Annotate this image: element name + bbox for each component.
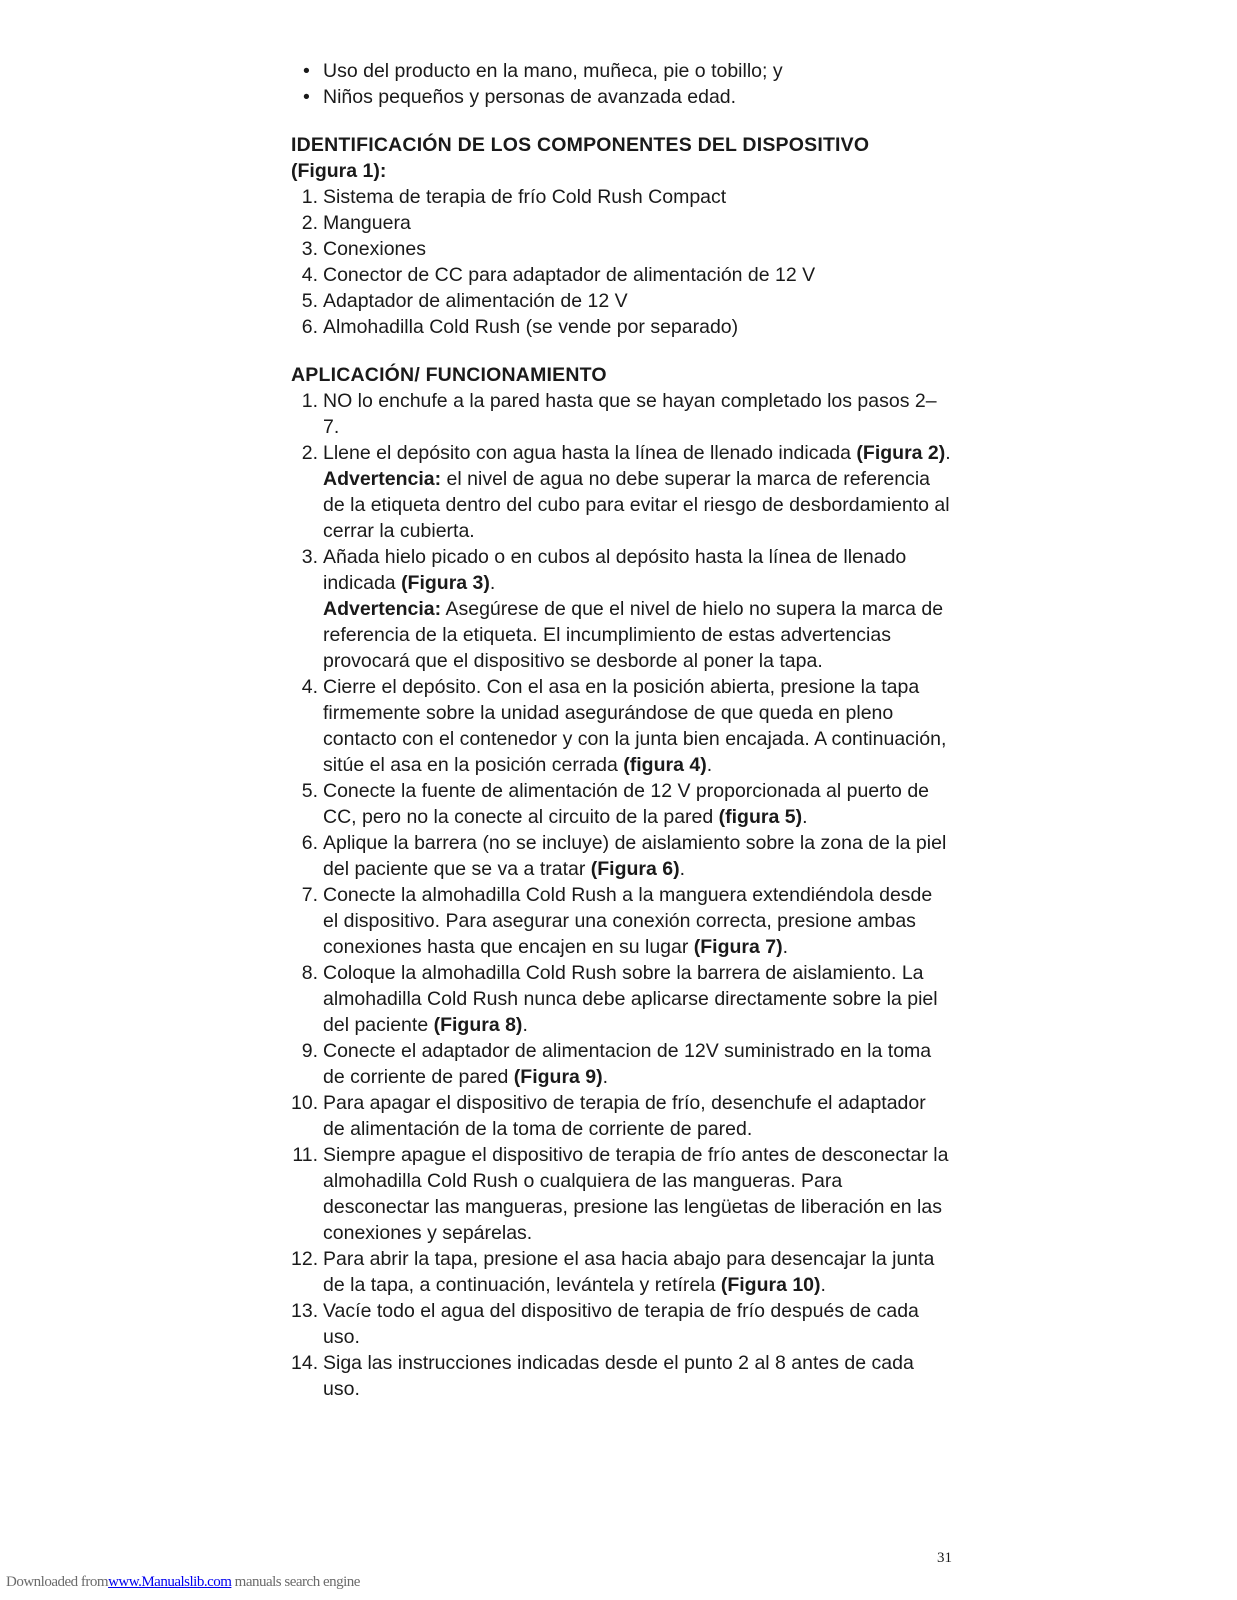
list-item: 6. Almohadilla Cold Rush (se vende por separado): [301, 316, 739, 338]
download-footer: Downloaded fromwww.Manualslib.com manuals search engine: [6, 1574, 360, 1590]
list-item: • Uso del producto en la mano, muñeca, pie o tobillo; y: [303, 60, 783, 82]
page-number: 31: [937, 1550, 952, 1566]
application-section: [291, 362, 951, 1402]
list-item: 8. Coloque la almohadilla Cold Rush sobre la barrera de aislamiento. La almohadilla Cold Rush nunca debe aplicarse directamente sobre la piel del paciente (Figura 8).: [301, 962, 938, 1036]
list-item: 14. Siga las instrucciones indicadas desde el punto 2 al 8 antes de cada uso.: [291, 1352, 914, 1400]
intro-bullet-list: [291, 58, 951, 110]
bullet-icon: •: [303, 60, 310, 82]
figure-reference: (Figura 7): [693, 936, 783, 958]
list-item: 2. Llene el depósito con agua hasta la línea de llenado indicada (Figura 2). Advertencia: el nivel de agua no debe superar la marca de referencia de la etiqueta dentro del cubo para evitar el riesgo de desbordamiento al cerrar la cubierta.: [301, 442, 951, 542]
list-item: 11. Siempre apague el dispositivo de terapia de frío antes de desconectar la almohadilla Cold Rush o cualquiera de las mangueras. Para desconectar las mangueras, presione las lengüetas de liberación en las conexiones y sepárelas.: [292, 1144, 949, 1244]
figure-reference: (Figura 8): [433, 1014, 523, 1036]
warning-label: Advertencia:: [323, 598, 442, 620]
components-subheading: (Figura 1):: [291, 160, 387, 182]
list-item: • Niños pequeños y personas de avanzada edad.: [303, 86, 737, 108]
list-item: 10. Para apagar el dispositivo de terapia de frío, desenchufe el adaptador de alimentación de la toma de corriente de pared.: [291, 1092, 926, 1140]
list-item: 7. Conecte la almohadilla Cold Rush a la manguera extendiéndola desde el dispositivo. Para asegurar una conexión correcta, presione ambas conexiones hasta que encajen en su lugar (Figura 7).: [301, 884, 933, 958]
figure-reference: (figura 5): [718, 806, 803, 828]
list-item: 9. Conecte el adaptador de alimentacion de 12V suministrado en la toma de corriente de pared (Figura 9).: [301, 1040, 932, 1088]
document-body: [291, 58, 951, 1402]
figure-reference: (figura 4): [623, 754, 707, 776]
list-item: 5. Adaptador de alimentación de 12 V: [301, 290, 628, 312]
list-item: 3. Añada hielo picado o en cubos al depósito hasta la línea de llenado indicada (Figura 3). Advertencia: Asegúrese de que el nivel de hielo no supera la marca de referencia de la etiqueta. El incumplimiento de estas advertencias provocará que el dispositivo se desborde al poner la tapa.: [301, 546, 944, 672]
list-item: 2. Manguera: [301, 212, 411, 234]
manualslib-link[interactable]: www.Manualslib.com: [108, 1574, 232, 1590]
list-item: 4. Conector de CC para adaptador de alimentación de 12 V: [301, 264, 816, 286]
warning-label: Advertencia:: [323, 468, 442, 490]
list-item: 1. Sistema de terapia de frío Cold Rush Compact: [301, 186, 727, 208]
components-list: [291, 184, 951, 340]
figure-reference: (Figura 2): [856, 442, 946, 464]
list-item: 1. NO lo enchufe a la pared hasta que se hayan completado los pasos 2–7.: [301, 390, 937, 438]
figure-reference: (Figura 3): [401, 572, 490, 594]
bullet-icon: •: [303, 86, 310, 108]
figure-reference: (Figura 6): [590, 858, 680, 880]
list-item: 4. Cierre el depósito. Con el asa en la posición abierta, presione la tapa firmemente sobre la unidad asegurándose de que queda en pleno contacto con el contenedor y con la junta bien encajada. A continuación, sitúe el asa en la posición cerrada (figura 4).: [301, 676, 947, 776]
application-heading: APLICACIÓN/ FUNCIONAMIENTO: [291, 364, 607, 386]
warning-text: Asegúrese de que el nivel de hielo no supera la marca de referencia de la etiqueta. El incumplimiento de estas advertencias provocará que el dispositivo se desborde al poner la tapa.: [323, 598, 944, 672]
components-heading: IDENTIFICACIÓN DE LOS COMPONENTES DEL DISPOSITIVO: [291, 134, 870, 156]
list-item: 5. Conecte la fuente de alimentación de 12 V proporcionada al puerto de CC, pero no la conecte al circuito de la pared (figura 5).: [301, 780, 930, 828]
list-item: 3. Conexiones: [301, 238, 426, 260]
warning-text: el nivel de agua no debe superar la marca de referencia de la etiqueta dentro del cubo para evitar el riesgo de desbordamiento al cerrar la cubierta.: [323, 468, 950, 542]
figure-reference: (Figura 10): [720, 1274, 821, 1296]
application-steps-list: [291, 388, 951, 1402]
figure-reference: (Figura 9): [513, 1066, 603, 1088]
list-item: 12. Para abrir la tapa, presione el asa hacia abajo para desencajar la junta de la tapa, a continuación, levántela y retírela (Figura 10).: [291, 1248, 935, 1296]
list-item: 13. Vacíe todo el agua del dispositivo de terapia de frío después de cada uso.: [291, 1300, 919, 1348]
list-item: 6. Aplique la barrera (no se incluye) de aislamiento sobre la zona de la piel del paciente que se va a tratar (Figura 6).: [301, 832, 947, 880]
components-section: [291, 132, 951, 340]
